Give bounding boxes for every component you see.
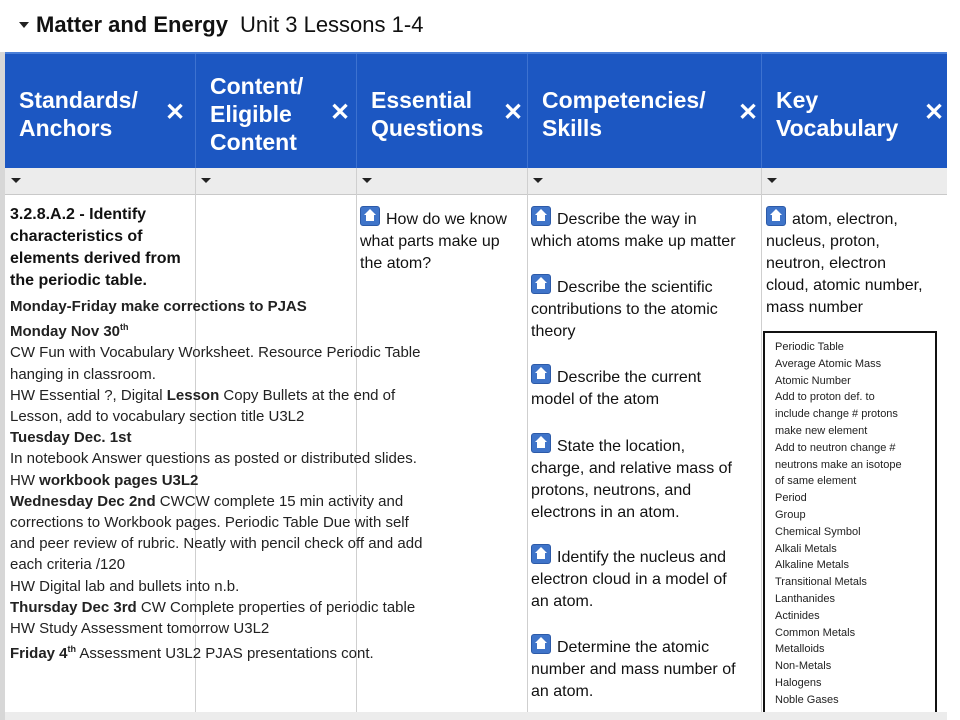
vocab-item: Metalloids bbox=[775, 643, 825, 656]
home-icon[interactable] bbox=[360, 206, 380, 226]
competency-item: Describe the way in which atoms make up matter bbox=[531, 206, 756, 253]
column-competencies bbox=[528, 54, 761, 170]
competency-item: Describe the scientific contributions to the atomic theory bbox=[531, 274, 756, 343]
competency-item: Describe the current model of the atom bbox=[531, 364, 756, 411]
column-label: Essential Questions bbox=[371, 87, 484, 141]
vocab-item: Halogens bbox=[775, 676, 822, 689]
weekly-notes-overlay: Monday-Friday make corrections to PJAS Monday Nov 30th CW Fun with Vocabulary Worksheet. Resource Periodic Table hanging in classroom. HW Essential ?, Digital Lesson Copy Bullets at the end of Lesson, add to vocabulary section title U3L2 Tuesday Dec. 1st In notebook Answer questions as posted or distributed slides. HW workbook pages U3L2 Wednesday Dec 2nd CWCW complete 15 min activity and corrections to Workbook pages. Periodic Table Due with self and peer review of rubric. Neatly with pencil check off and add each criteria /120 HW Digital lab and bullets into n.b. Thursday Dec 3rd CW Complete properties of periodic table HW Study Assessment tomorrow U3L2 Friday 4th Assessment U3L2 PJAS presentations cont. bbox=[10, 298, 423, 663]
vocab-item: Common Metals bbox=[775, 626, 856, 639]
vocab-item: Group bbox=[775, 508, 806, 521]
vocab-item: neutrons make an isotope bbox=[775, 458, 902, 471]
column-standards bbox=[5, 54, 195, 170]
column-label: Key Vocabulary bbox=[776, 87, 899, 141]
dropdown-arrow-icon[interactable] bbox=[533, 178, 543, 183]
dropdown-arrow-icon[interactable] bbox=[362, 178, 372, 183]
dropdown-arrow-icon[interactable] bbox=[767, 178, 777, 183]
vocab-item: Alkali Metals bbox=[775, 542, 837, 555]
column-label: Standards/ Anchors bbox=[19, 87, 138, 141]
vocab-item: Transitional Metals bbox=[775, 576, 867, 589]
column-content bbox=[196, 54, 356, 170]
column-questions bbox=[357, 54, 527, 170]
vocab-item: Actinides bbox=[775, 609, 820, 622]
title-bar bbox=[0, 0, 960, 52]
home-icon[interactable] bbox=[531, 206, 551, 226]
dropdown-arrow-icon[interactable] bbox=[11, 178, 21, 183]
unit-title: Unit 3 Lessons 1-4 bbox=[240, 12, 424, 37]
column-label: Competencies/ Skills bbox=[542, 87, 706, 141]
vocab-item: Periodic Table bbox=[775, 341, 844, 353]
home-icon[interactable] bbox=[531, 364, 551, 384]
dropdown-arrow-icon[interactable] bbox=[201, 178, 211, 183]
filter-row bbox=[5, 168, 947, 195]
table-header bbox=[5, 52, 947, 170]
vocab-item: include change # protons bbox=[775, 408, 898, 421]
close-column-icon[interactable]: ✕ bbox=[738, 99, 759, 126]
vocab-item: Add to neutron change # bbox=[775, 441, 896, 454]
table-bottom-edge bbox=[5, 712, 947, 720]
vocab-item: Non-Metals bbox=[775, 660, 832, 673]
vocab-item: Add to proton def. to bbox=[775, 391, 875, 404]
competency-item: Determine the atomic number and mass number of an atom. bbox=[531, 634, 756, 703]
right-edge bbox=[947, 52, 960, 720]
competency-item: Identify the nucleus and electron cloud in a model of an atom. bbox=[531, 544, 756, 613]
vocabulary-list-box bbox=[763, 331, 937, 715]
home-icon[interactable] bbox=[531, 433, 551, 453]
close-column-icon[interactable]: ✕ bbox=[165, 99, 186, 126]
home-icon[interactable] bbox=[531, 544, 551, 564]
vocab-item: Noble Gases bbox=[775, 693, 839, 706]
vocab-item: Alkaline Metals bbox=[775, 559, 849, 572]
close-column-icon[interactable]: ✕ bbox=[924, 99, 945, 126]
close-column-icon[interactable]: ✕ bbox=[330, 99, 351, 126]
home-icon[interactable] bbox=[531, 274, 551, 294]
course-title: Matter and Energy bbox=[36, 12, 228, 37]
column-label: Content/ Eligible Content bbox=[210, 73, 304, 155]
column-divider bbox=[761, 168, 762, 720]
close-column-icon[interactable]: ✕ bbox=[503, 99, 524, 126]
vocab-item: make new element bbox=[775, 424, 868, 437]
standard-cell: 3.2.8.A.2 - Identify characteristics of elements derived from the periodic table. bbox=[10, 206, 181, 289]
home-icon[interactable] bbox=[531, 634, 551, 654]
key-vocabulary-cell: atom, electron, nucleus, proton, neutron, electron cloud, atomic number, mass number bbox=[766, 206, 946, 319]
vocab-item: of same element bbox=[775, 475, 857, 488]
vocab-item: Atomic Number bbox=[775, 374, 851, 387]
vocab-item: Average Atomic Mass bbox=[775, 357, 882, 370]
column-divider bbox=[527, 168, 528, 720]
home-icon[interactable] bbox=[766, 206, 786, 226]
collapse-caret-icon[interactable] bbox=[19, 22, 29, 28]
column-vocabulary bbox=[762, 54, 947, 170]
vocab-item: Period bbox=[775, 492, 807, 505]
vocab-item: Lanthanides bbox=[775, 592, 835, 605]
vocab-item: Chemical Symbol bbox=[775, 525, 861, 538]
essential-question-cell: How do we know what parts make up the atom? bbox=[360, 206, 525, 275]
competency-item: State the location, charge, and relative mass of protons, neutrons, and electrons in an atom. bbox=[531, 433, 756, 524]
